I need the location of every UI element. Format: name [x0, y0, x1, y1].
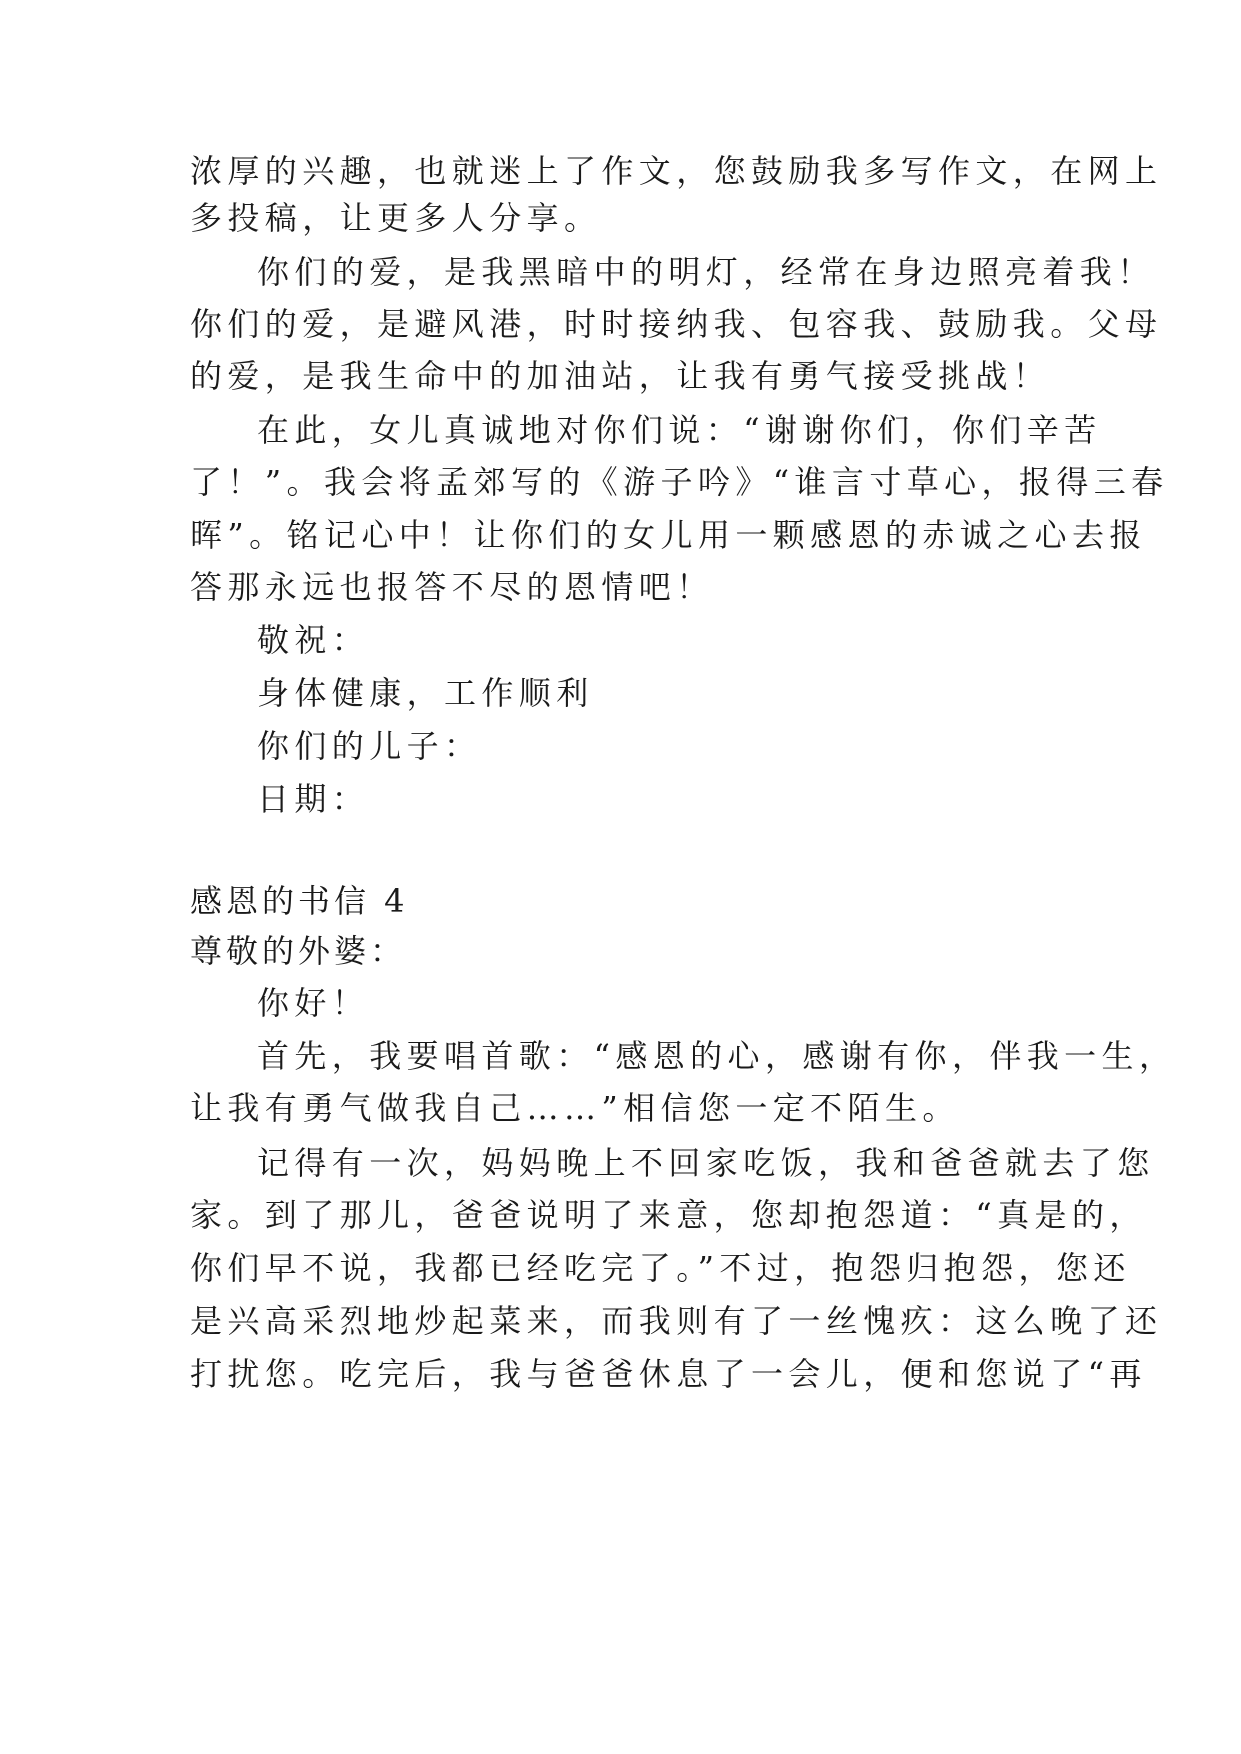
paragraph-3-line-4: 答那永远也报答不尽的恩情吧！ — [190, 568, 714, 606]
paragraph-3-line-3: 晖”。铭记心中！让你们的女儿用一颗感恩的赤诚之心去报 — [190, 516, 1147, 554]
closing-wish: 身体健康，工作顺利 — [257, 674, 594, 712]
letter-4-greeting: 你好！ — [257, 984, 370, 1022]
letter-4-paragraph-2-line-1: 记得有一次，妈妈晚上不回家吃饭，我和爸爸就去了您 — [257, 1144, 1155, 1182]
letter-4-paragraph-2-line-3: 你们早不说，我都已经吃完了。”不过，抱怨归抱怨，您还 — [190, 1249, 1131, 1287]
paragraph-1-line-1: 浓厚的兴趣，也就迷上了作文，您鼓励我多写作文，在网上 — [190, 152, 1163, 190]
letter-4-paragraph-2-line-5: 打扰您。吃完后，我与爸爸休息了一会儿，便和您说了“再 — [190, 1355, 1147, 1393]
letter-4-paragraph-2-line-4: 是兴高采烈地炒起菜来，而我则有了一丝愧疚：这么晚了还 — [190, 1302, 1163, 1340]
paragraph-3-line-1: 在此，女儿真诚地对你们说：“谢谢你们，你们辛苦 — [257, 411, 1102, 449]
letter-4-paragraph-1-line-2: 让我有勇气做我自己……”相信您一定不陌生。 — [190, 1089, 960, 1127]
closing-date: 日期： — [257, 780, 370, 818]
paragraph-2-line-1: 你们的爱，是我黑暗中的明灯，经常在身边照亮着我！ — [257, 253, 1155, 291]
paragraph-3-line-2: 了！”。我会将孟郊写的《游子吟》“谁言寸草心，报得三春 — [190, 463, 1169, 501]
closing-signature: 你们的儿子： — [257, 727, 482, 765]
letter-4-title: 感恩的书信 4 — [190, 882, 409, 920]
letter-4-paragraph-1-line-1: 首先，我要唱首歌：“感恩的心，感谢有你，伴我一生， — [257, 1037, 1177, 1075]
letter-4-recipient: 尊敬的外婆： — [190, 932, 407, 970]
paragraph-2-line-3: 的爱，是我生命中的加油站，让我有勇气接受挑战！ — [190, 357, 1051, 395]
paragraph-2-line-2: 你们的爱，是避风港，时时接纳我、包容我、鼓励我。父母 — [190, 305, 1163, 343]
letter-4-paragraph-2-line-2: 家。到了那儿，爸爸说明了来意，您却抱怨道：“真是的， — [190, 1196, 1147, 1234]
paragraph-1-line-2: 多投稿，让更多人分享。 — [190, 199, 602, 237]
closing-salute: 敬祝： — [257, 621, 370, 659]
